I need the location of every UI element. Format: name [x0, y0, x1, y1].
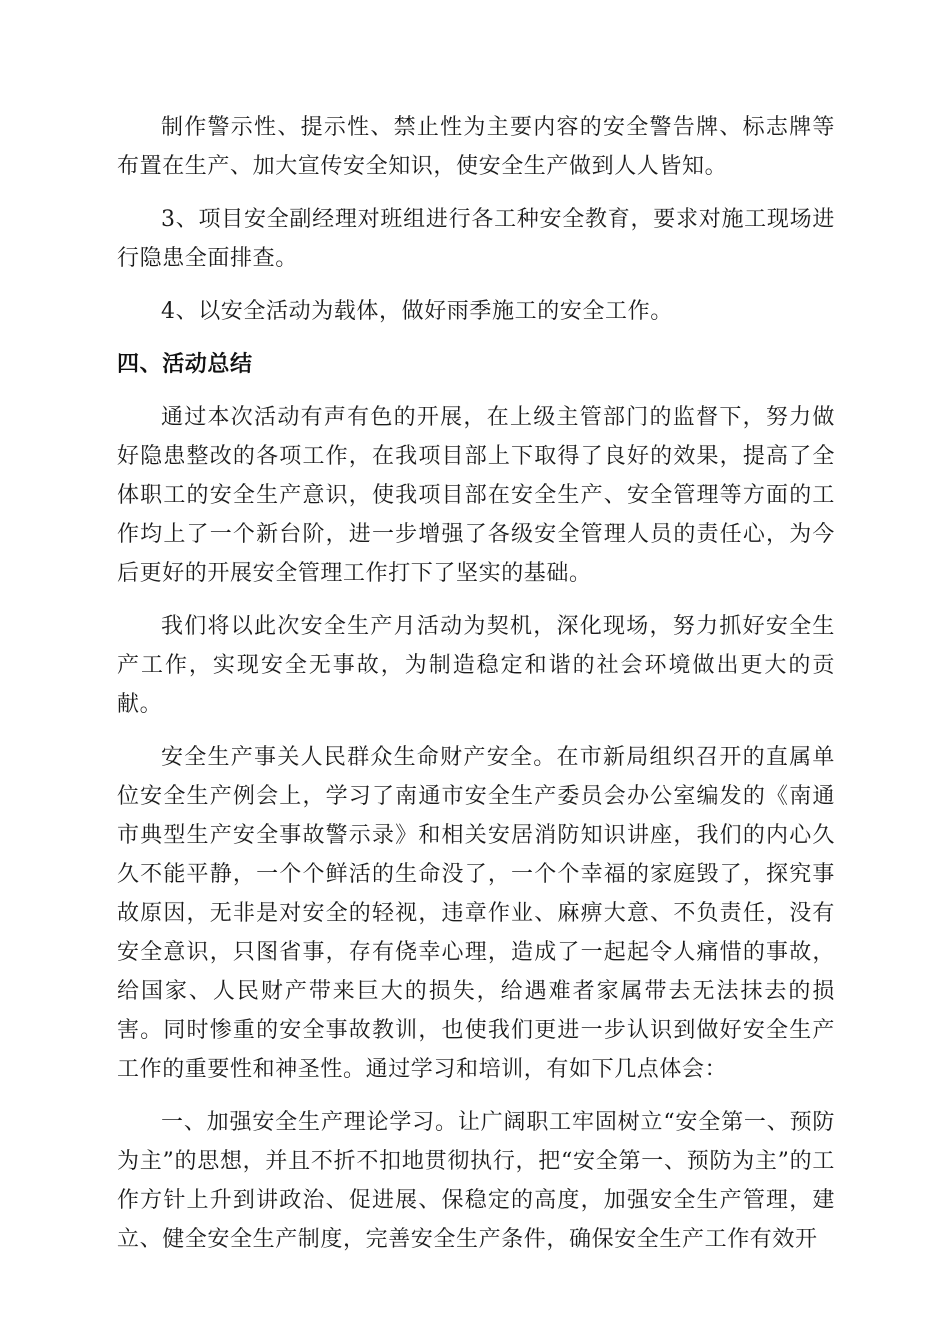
paragraph-item-4: 4、以安全活动为载体，做好雨季施工的安全工作。: [161, 299, 673, 324]
section-heading: 四、活动总结: [117, 352, 253, 377]
paragraph-warning-signs: 制作警示性、提示性、禁止性为主要内容的安全警告牌、标志牌等布置在生产、加大宣传安全知识，使安全生产做到人人皆知。: [117, 115, 835, 179]
paragraph-summary-1: 通过本次活动有声有色的开展，在上级主管部门的监督下，努力做好隐患整改的各项工作，在我项目部上下取得了良好的效果，提高了全体职工的安全生产意识，使我项目部在安全生产、安全管理等方面的工作均上了一个新台阶，进一步增强了各级安全管理人员的责任心，为今后更好的开展安全管理工作打下了坚实的基础。: [117, 405, 835, 586]
paragraph-summary-2: 我们将以此次安全生产月活动为契机，深化现场，努力抓好安全生产工作，实现安全无事故，为制造稳定和谐的社会环境做出更大的贡献。: [117, 614, 835, 717]
paragraph-summary-4: 一、加强安全生产理论学习。让广阔职工牢固树立“安全第一、预防为主”的思想，并且不折不扣地贯彻执行，把“安全第一、预防为主”的工作方针上升到讲政治、促进展、保稳定的高度，加强安全生产管理，建立、健全安全生产制度，完善安全生产条件，确保安全生产工作有效开: [117, 1110, 835, 1252]
document-body: [117, 108, 835, 1273]
paragraph-item-3: 3、项目安全副经理对班组进行各工种安全教育，要求对施工现场进行隐患全面排查。: [117, 207, 835, 271]
paragraph-summary-3: 安全生产事关人民群众生命财产安全。在市新局组织召开的直属单位安全生产例会上，学习了南通市安全生产委员会办公室编发的《南通市典型生产安全事故警示录》和相关安居消防知识讲座，我们的内心久久不能平静，一个个鲜活的生命没了，一个个幸福的家庭毁了，探究事故原因，无非是对安全的轻视，违章作业、麻痹大意、不负责任，没有安全意识，只图省事，存有侥幸心理，造成了一起起令人痛惜的事故，给国家、人民财产带来巨大的损失，给遇难者家属带去无法抹去的损害。同时惨重的安全事故教训，也使我们更进一步认识到做好安全生产工作的重要性和神圣性。通过学习和培训，有如下几点体会：: [117, 745, 835, 1082]
